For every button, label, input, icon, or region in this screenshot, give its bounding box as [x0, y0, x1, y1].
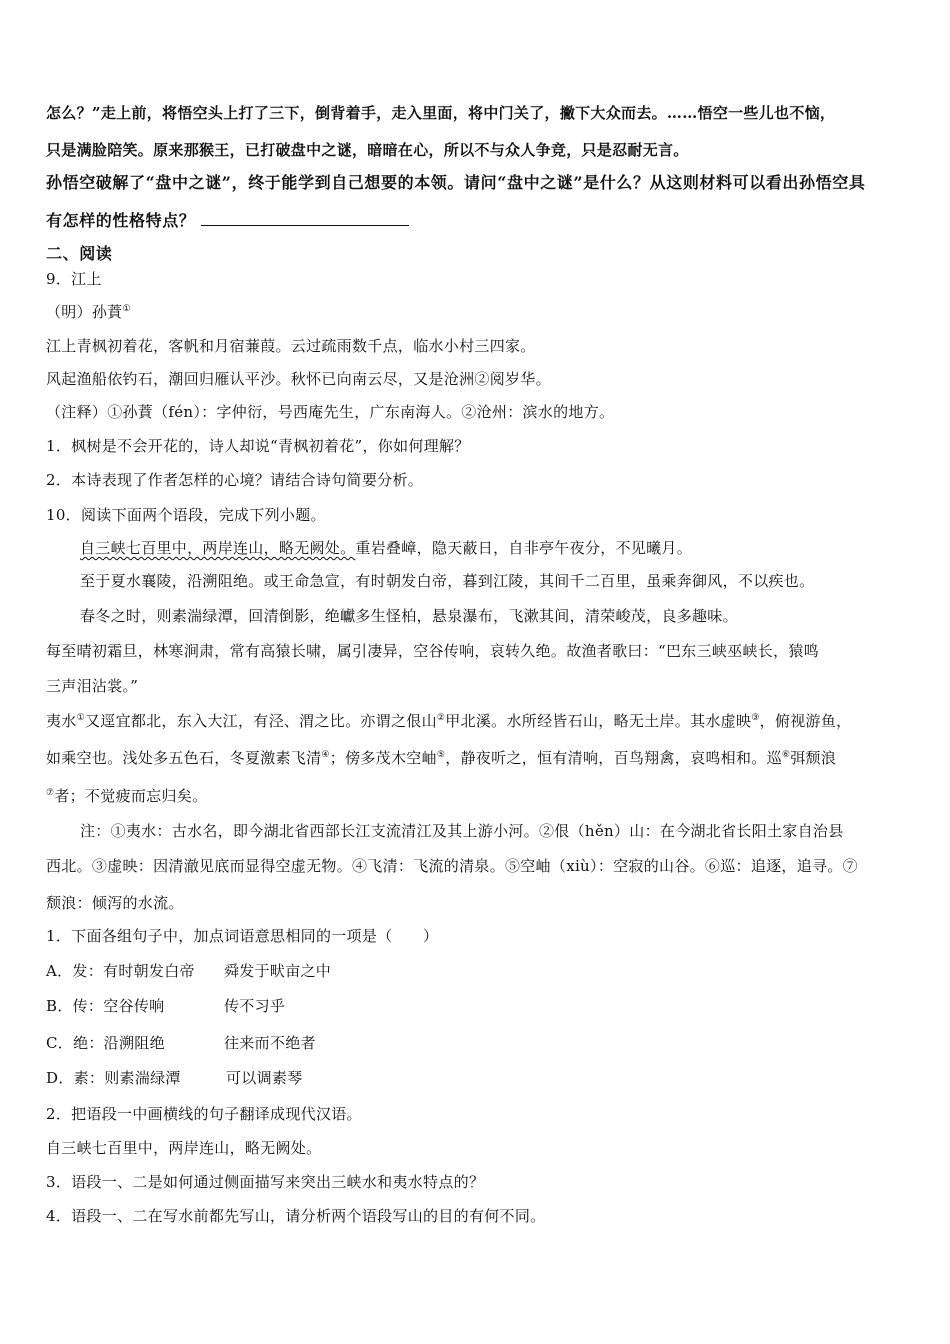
text-run: 如乘空也。浅处多五色石，冬夏激素飞清 [46, 749, 322, 767]
para-1-underlined-sentence: 自三峡七百里中，两岸连山，略无阙处。 [80, 539, 356, 557]
option-a-label: A．发：有时朝发白帝 [46, 962, 195, 980]
note-mark: ⑦ [46, 788, 55, 798]
q9-author-note-mark: ① [122, 304, 131, 314]
para-4-line-2: 三声泪沾裳。” [46, 677, 139, 695]
notes-line-3: 颓浪：倾泻的水流。 [46, 894, 184, 912]
note-mark: ② [436, 713, 446, 723]
question-8-line-1: 孙悟空破解了“盘中之谜”，终于能学到自己想要的本领。请问“盘中之谜”是什么？从这则材料可以看出孙悟空具 [46, 173, 866, 192]
q10-title: 10．阅读下面两个语段，完成下列小题。 [46, 506, 326, 524]
q10-sub-3: 3．语段一、二是如何通过侧面描写来突出三峡水和夷水特点的？ [46, 1173, 485, 1191]
q10-sub-1: 1．下面各组句子中，加点词语意思相同的一项是（ ） [46, 927, 439, 945]
text-run: 又逕宜都北，东入大江，有泾、渭之比。亦谓之佷山 [84, 712, 437, 730]
option-c-compare: 往来而不绝者 [224, 1034, 316, 1052]
option-b[interactable] [46, 996, 910, 1016]
para-2: 至于夏水襄陵，沿溯阻绝。或王命急宣，有时朝发白帝，暮到江陵，其间千二百里，虽乘奔御风，不以疾也。 [80, 572, 815, 590]
q10-sub-4: 4．语段一、二在写水前都先写山，请分析两个语段写山的目的有何不同。 [46, 1207, 546, 1225]
text-run: 者；不觉疲而忘归矣。 [54, 787, 208, 805]
q9-sub-2: 2．本诗表现了作者怎样的心境？请结合诗句简要分析。 [46, 471, 424, 489]
q9-author-text: （明）孙蕡 [46, 303, 123, 321]
section-title: 二、阅读 [46, 244, 113, 263]
answer-blank[interactable] [201, 209, 409, 226]
text-run: 弭颓浪 [790, 749, 837, 767]
para-1-rest: 重岩叠嶂，隐天蔽日，自非亭午夜分，不见曦月。 [355, 539, 693, 557]
note-mark: ⑥ [781, 750, 791, 760]
note-mark: ③ [751, 713, 760, 723]
para-3: 春冬之时，则素湍绿潭，回清倒影，绝巘多生怪柏，悬泉瀑布，飞漱其间，清荣峻茂，良多趣味。 [80, 607, 738, 625]
q9-author [46, 302, 910, 322]
para-4-line-1: 每至晴初霜旦，林寒涧肃，常有高猿长啸，属引凄异，空谷传响，哀转久绝。故渔者歌曰：“巴东三峡巫峡长，猿鸣 [46, 642, 819, 660]
option-c[interactable] [46, 1033, 910, 1053]
option-b-label: B．传：空谷传响 [46, 997, 165, 1015]
option-a[interactable] [46, 961, 910, 981]
para-1 [80, 538, 910, 558]
text-run: ，静夜听之，恒有清响，百鸟翔禽，哀鸣相和。巡 [445, 749, 782, 767]
q10-sub-2: 2．把语段一中画横线的句子翻译成现代汉语。 [46, 1105, 362, 1123]
option-d-compare: 可以调素琴 [226, 1069, 303, 1087]
note-mark: ① [76, 713, 85, 723]
option-a-compare: 舜发于畎亩之中 [224, 962, 332, 980]
notes-line-1: 注：①夷水：古水名，即今湖北省西部长江支流清江及其上游小河。②佷（hěn）山：在今湖北省长阳土家自治县 [80, 822, 844, 840]
poem-line-1: 江上青枫初着花，客帆和月宿蒹葭。云过疏雨数千点，临水小村三四家。 [46, 337, 536, 355]
notes-line-2: 西北。③虚映：因清澈见底而显得空虚无物。④飞清：飞流的清泉。⑤空岫（xiù）：空寂的山谷。⑥巡：追逐，追寻。⑦ [46, 857, 858, 875]
q9-title: 9．江上 [46, 270, 102, 288]
note-mark: ④ [321, 750, 330, 760]
para-5-line-2 [46, 748, 910, 768]
q9-sub-1: 1．枫树是不会开花的，诗人却说“青枫初着花”，你如何理解？ [46, 437, 470, 455]
option-c-label: C．绝：沿溯阻绝 [46, 1034, 165, 1052]
question-8-line-2 [46, 209, 910, 231]
para-5-line-1 [46, 711, 910, 731]
text-run: ；傍多茂木空岫 [329, 749, 437, 767]
q10-sub-2-sentence: 自三峡七百里中，两岸连山，略无阙处。 [46, 1139, 322, 1157]
para-5-line-3 [46, 786, 910, 806]
poem-note: （注释）①孙蕡（fén）：字仲衍，号西庵先生，广东南海人。②沧州：滨水的地方。 [46, 403, 615, 421]
text-run: 甲北溪。水所经皆石山，略无土岸。其水虚映 [445, 712, 752, 730]
option-d-label: D．素：则素湍绿潭 [46, 1069, 181, 1087]
passage-line-1: 怎么？”走上前，将悟空头上打了三下，倒背着手，走入里面，将中门关了，撇下大众而去。……悟空一些儿也不恼， [46, 104, 836, 122]
note-mark: ⑤ [436, 750, 446, 760]
text-run: ，俯视游鱼， [759, 712, 852, 730]
option-b-compare: 传不习乎 [224, 997, 286, 1015]
option-d[interactable] [46, 1068, 910, 1088]
passage-line-2: 只是满脸陪笑。原来那猴王，已打破盘中之谜，暗暗在心，所以不与众人争竞，只是忍耐无言。 [46, 141, 689, 159]
question-8-text: 有怎样的性格特点？ [46, 211, 196, 230]
poem-line-2: 风起渔船依钓石，潮回归雁认平沙。秋怀已向南云尽，又是沧洲②阅岁华。 [46, 370, 551, 388]
text-run: 夷水 [46, 712, 77, 730]
